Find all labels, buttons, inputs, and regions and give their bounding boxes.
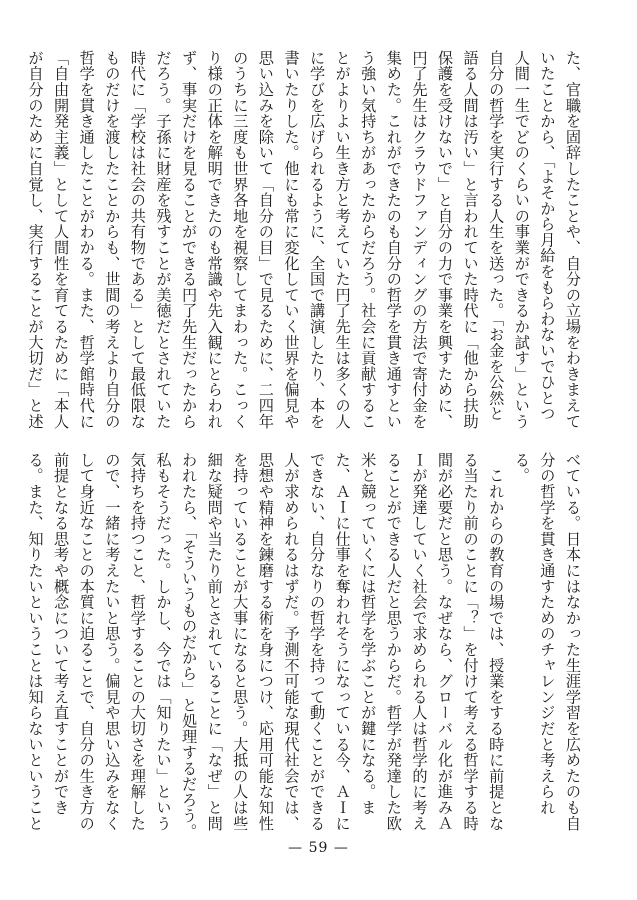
text-line: る当たり前のことに「？」を付けて考える哲学する時 (461, 452, 480, 832)
text-line: 気持ちを持つこと、哲学することの大切さを理解した (128, 452, 147, 832)
upper-text-block (26, 50, 585, 442)
text-line: た、官職を固辞したことや、自分の立場をわきまえて (564, 50, 582, 430)
lower-text-block (26, 452, 585, 840)
text-line: 集めた。これができたのも自分の哲学を貫き通すとい (384, 50, 403, 430)
text-line: できない、自分なりの哲学を持って動くことができる (308, 452, 327, 832)
text-line: 米と競っていくには哲学を学ぶことが鍵になる。ま (359, 452, 378, 816)
text-line: 間が必要だと思う。なぜなら、グローバル化が進みＡ (436, 452, 455, 832)
text-line: 分の哲学を貫き通すためのチャレンジだと考えられ (538, 452, 557, 816)
page-number: — 59 — (288, 840, 349, 856)
text-line: に学びを広げられるように、全国で講演したり、本を (308, 50, 327, 430)
text-line: これからの教育の場では、授業をする時に前提とな (487, 452, 506, 832)
text-line: 私もそうだった。しかし、今では「知りたい」という (154, 452, 173, 832)
text-line: 書いたりした。他にも常に変化していく世界を偏見や (282, 50, 301, 430)
text-line: り様の正体を解明できたのも常識や先入観にとらわれ (205, 50, 224, 430)
text-line: ることができる人だと思うからだ。哲学が発達した欧 (384, 452, 403, 832)
text-line: ものだけを渡したことからも、世間の考えより自分の (103, 50, 122, 430)
text-line: いたことから、「よそから月給をもらわないでひとつ (538, 50, 557, 422)
text-line: だろう。子孫に財産を残すことが美徳だとされていた (154, 50, 173, 430)
text-line: 前提となる思考や概念について考え直すことができ (52, 452, 71, 816)
text-line: た、ＡＩに仕事を奪われそうになっている今、ＡＩに (333, 452, 352, 832)
text-line: とがよりよい生き方と考えていた円了先生は多くの人 (333, 50, 352, 430)
text-line: 細な疑問や当たり前とされていることに「なぜ」と問 (205, 452, 224, 832)
text-line: 自分の哲学を実行する人生を送った。「お金を公然と (487, 50, 506, 422)
text-line: を持っていることが大事になると思う。大抵の人は些 (231, 452, 250, 832)
text-line: 「自由開発主義」として人間性を育てるために「本人 (52, 50, 71, 430)
text-line: べている。日本にはなかった生涯学習を広めたのも自 (564, 452, 582, 832)
text-line: 哲学を貫き通したことがわかる。また、哲学館時代に (77, 50, 96, 430)
text-line: ので、一緒に考えたいと思う。偏見や思い込みをなく (103, 452, 122, 832)
text-line: われたら、「そういうものだから」と処理するだろう。 (180, 452, 199, 840)
text-line: 時代に「学校は社会の共有物である」として最低限な (128, 50, 147, 430)
text-line: が自分のために自覚し、実行することが大切だ」と述 (26, 50, 45, 430)
text-line: Ｉが発達していく社会で求められる人は哲学的に考え (410, 452, 429, 832)
text-line: のうちに三度も世界各地を視察してまわった。こっく (231, 50, 250, 430)
text-line: る。 (512, 452, 531, 484)
text-line: 人間一生でどのくらいの事業ができるか試す」という (512, 50, 531, 430)
text-line: 語る人間は汚い」と言われていた時代に「他から扶助 (461, 50, 480, 430)
text-line: 円了先生はクラウドファンディングの方法で寄付金を (410, 50, 429, 430)
text-line: 思い込みを除いて「自分の目」で見るために、二四年 (256, 50, 275, 430)
text-line: る。また、知りたいということは知らないということ (26, 452, 45, 832)
text-line: して身近なことの本質に迫ることで、自分の生き方の (77, 452, 96, 832)
text-line: 思想や精神を錬磨する術を身につけ、応用可能な知性 (256, 452, 275, 832)
text-line: う強い気持ちがあったからだろう。社会に貢献するこ (359, 50, 378, 430)
text-line: ず、事実だけを見ることができる円了先生だったから (180, 50, 199, 430)
text-line: 保護を受けないで」と自分の力で事業を興すために、 (436, 50, 455, 430)
text-line: 人が求められるはずだ。予測不可能な現代社会では、 (282, 452, 301, 832)
